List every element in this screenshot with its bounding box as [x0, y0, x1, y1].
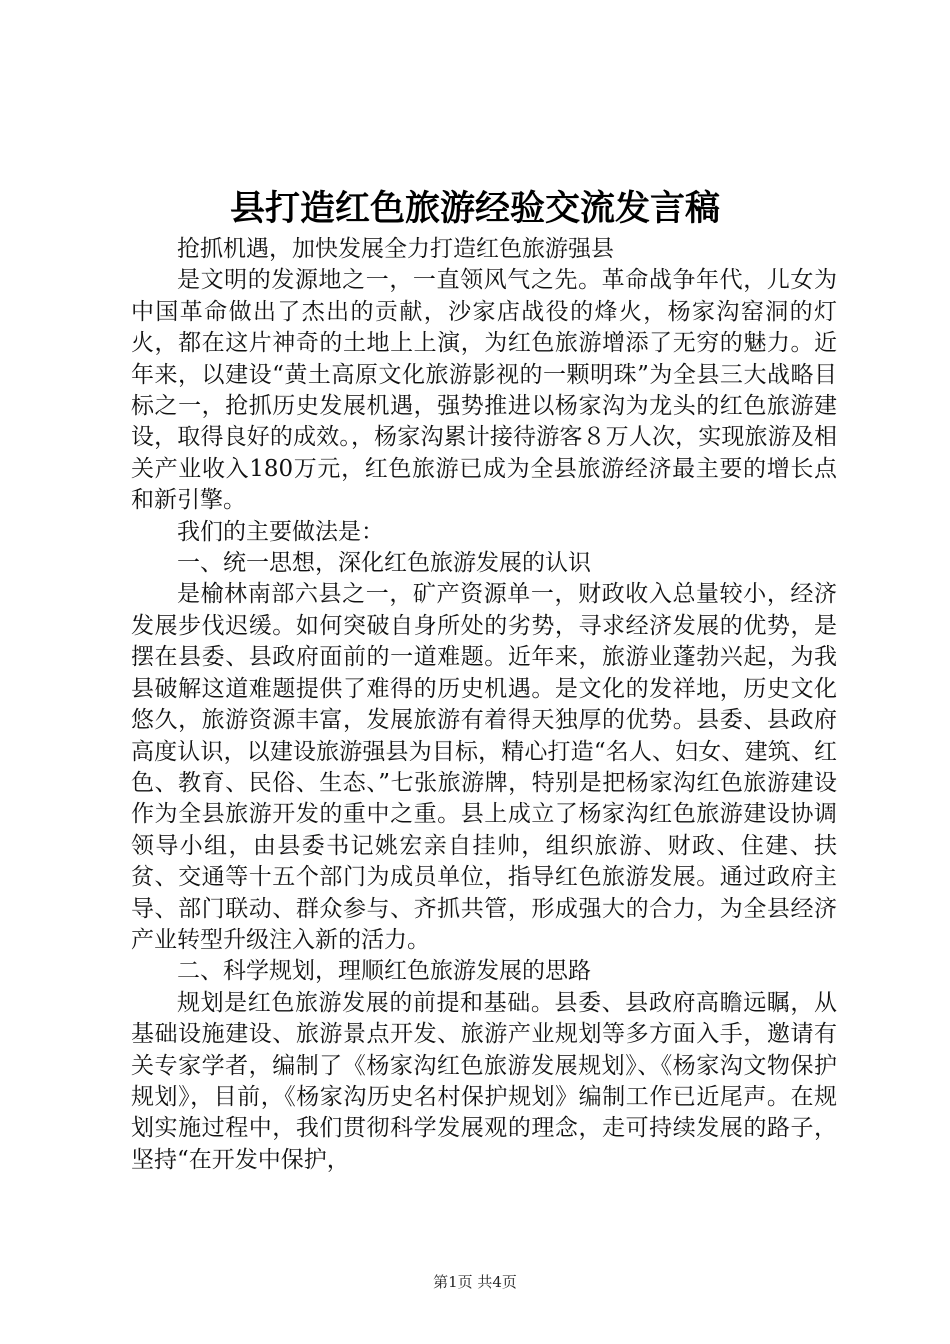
paragraph: 我们的主要做法是： — [177, 518, 384, 545]
paragraph: 规划是红色旅游发展的前提和基础。县委、县政府高瞻远瞩，从基础设施建设、旅游景点开发、旅游产业规划等多方面入手，邀请有关专家学者，编制了《杨家沟红色旅游发展规划》、《杨家沟文物保护规划》，目前，《杨家沟历史名村保护规划》编制工作已近尾声。在规划实施过程中，我们贯彻科学发展观的理念，走可持续发展的路子，坚持“在开发中保护， — [131, 989, 837, 1173]
document-title: 县打造红色旅游经验交流发言稿 — [229, 188, 720, 229]
paragraph: 是文明的发源地之一，一直领风气之先。革命战争年代，儿女为中国革命做出了杰出的贡献，沙家店战役的烽火，杨家沟窑洞的灯火，都在这片神奇的土地上上演，为红色旅游增添了无穷的魅力。近年来，以建设“黄土高原文化旅游影视的一颗明珠”为全县三大战略目标之一，抢抓历史发展机遇，强势推进以杨家沟为龙头的红色旅游建设，取得良好的成效。，杨家沟累计接待游客８万人次，实现旅游及相关产业收入180万元，红色旅游已成为全县旅游经济最主要的增长点和新引擎。 — [131, 267, 837, 514]
section-heading: 二、科学规划，理顺红色旅游发展的思路 — [177, 958, 591, 985]
document-body — [131, 234, 837, 1176]
page-footer: 第1页 共4页 — [433, 1273, 517, 1291]
paragraph: 抢抓机遇，加快发展全力打造红色旅游强县 — [177, 236, 614, 262]
paragraph: 是榆林南部六县之一，矿产资源单一，财政收入总量较小，经济发展步伐迟缓。如何突破自身所处的劣势，寻求经济发展的优势，是摆在县委、县政府面前的一道难题。近年来，旅游业蓬勃兴起，为我县破解这道难题提供了难得的历史机遇。是文化的发祥地，历史文化悠久，旅游资源丰富，发展旅游有着得天独厚的优势。县委、县政府高度认识，以建设旅游强县为目标，精心打造“名人、妇女、建筑、红色、教育、民俗、生态、”七张旅游牌，特别是把杨家沟红色旅游建设作为全县旅游开发的重中之重。县上成立了杨家沟红色旅游建设协调领导小组，由县委书记姚宏亲自挂帅，组织旅游、财政、住建、扶贫、交通等十五个部门为成员单位，指导红色旅游发展。通过政府主导、部门联动、群众参与、齐抓共管，形成强大的合力，为全县经济产业转型升级注入新的活力。 — [131, 581, 837, 953]
section-heading: 一、统一思想，深化红色旅游发展的认识 — [177, 550, 591, 577]
